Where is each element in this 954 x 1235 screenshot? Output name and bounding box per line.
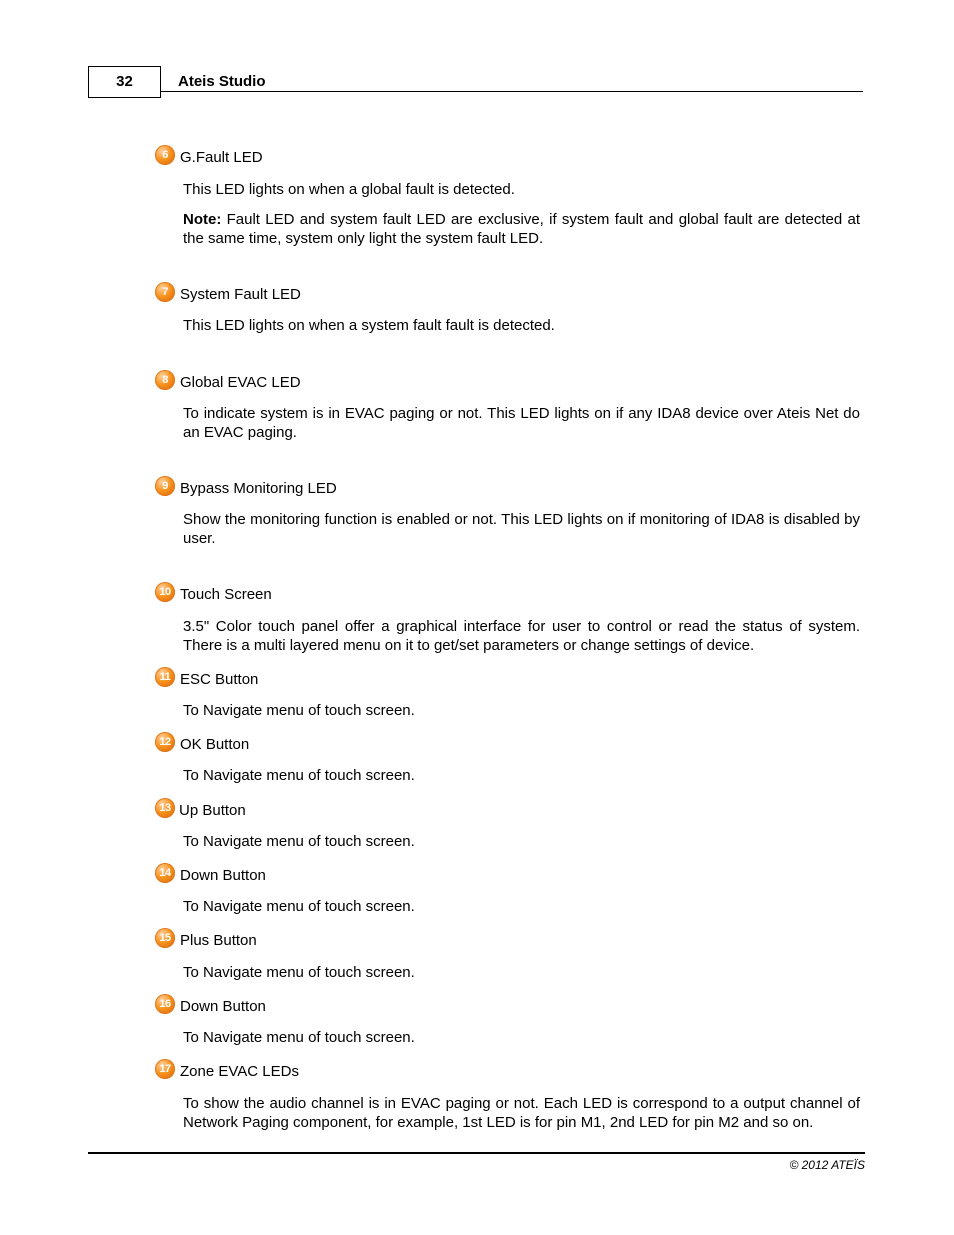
item-title: Down Button <box>180 998 266 1015</box>
item-title: ESC Button <box>180 671 259 688</box>
item-title: Bypass Monitoring LED <box>180 480 337 497</box>
item-paragraph: To indicate system is in EVAC paging or not. This LED lights on if any IDA8 device over Ateis Net do an EVAC paging. <box>183 405 860 441</box>
footer-copyright: © 2012 ATEÏS <box>789 1158 865 1172</box>
running-header-title: Ateis Studio <box>178 73 266 90</box>
item-paragraph: To show the audio channel is in EVAC paging or not. Each LED is correspond to a output channel of Network Paging component, for example, 1st LED is for pin M1, 2nd LED for pin M2 and so on. <box>183 1095 860 1131</box>
item-paragraph: This LED lights on when a global fault is detected. <box>183 181 515 198</box>
item-paragraph: To Navigate menu of touch screen. <box>183 898 415 915</box>
note-text: Fault LED and system fault LED are exclusive, if system fault and global fault are detected at the same time, system only light the system fault LED. <box>183 211 860 247</box>
number-16-icon: 16 <box>155 994 175 1014</box>
item-title: Down Button <box>180 867 266 884</box>
note-paragraph <box>183 210 860 248</box>
number-17-icon: 17 <box>155 1059 175 1079</box>
header-rule <box>161 91 863 92</box>
item-title: Plus Button <box>180 932 257 949</box>
item-paragraph: To Navigate menu of touch screen. <box>183 702 415 719</box>
item-title: Touch Screen <box>180 586 272 603</box>
item-paragraph: Show the monitoring function is enabled or not. This LED lights on if monitoring of IDA8 is disabled by user. <box>183 511 860 547</box>
item-title: G.Fault LED <box>180 149 263 166</box>
item-paragraph: To Navigate menu of touch screen. <box>183 964 415 981</box>
page-number: 32 <box>88 66 161 98</box>
item-paragraph: To Navigate menu of touch screen. <box>183 1029 415 1046</box>
item-title: OK Button <box>180 736 250 753</box>
item-paragraph: This LED lights on when a system fault fault is detected. <box>183 317 555 334</box>
number-9-icon: 9 <box>155 476 175 496</box>
number-14-icon: 14 <box>155 863 175 883</box>
item-title: Global EVAC LED <box>180 374 301 391</box>
footer-rule <box>88 1152 865 1154</box>
number-11-icon: 11 <box>155 667 175 687</box>
number-15-icon: 15 <box>155 928 175 948</box>
number-12-icon: 12 <box>155 732 175 752</box>
item-paragraph: To Navigate menu of touch screen. <box>183 767 415 784</box>
number-13-icon: 13 <box>155 798 175 818</box>
number-8-icon: 8 <box>155 370 175 390</box>
item-title: Zone EVAC LEDs <box>180 1063 299 1080</box>
number-6-icon: 6 <box>155 145 175 165</box>
item-paragraph: 3.5" Color touch panel offer a graphical interface for user to control or read the status of system. There is a multi layered menu on it to get/set parameters or change settings of device. <box>183 618 860 654</box>
number-7-icon: 7 <box>155 282 175 302</box>
note-label: Note: <box>183 211 222 228</box>
number-10-icon: 10 <box>155 582 175 602</box>
item-title: Up Button <box>179 802 246 819</box>
item-paragraph: To Navigate menu of touch screen. <box>183 833 415 850</box>
item-title: System Fault LED <box>180 286 301 303</box>
